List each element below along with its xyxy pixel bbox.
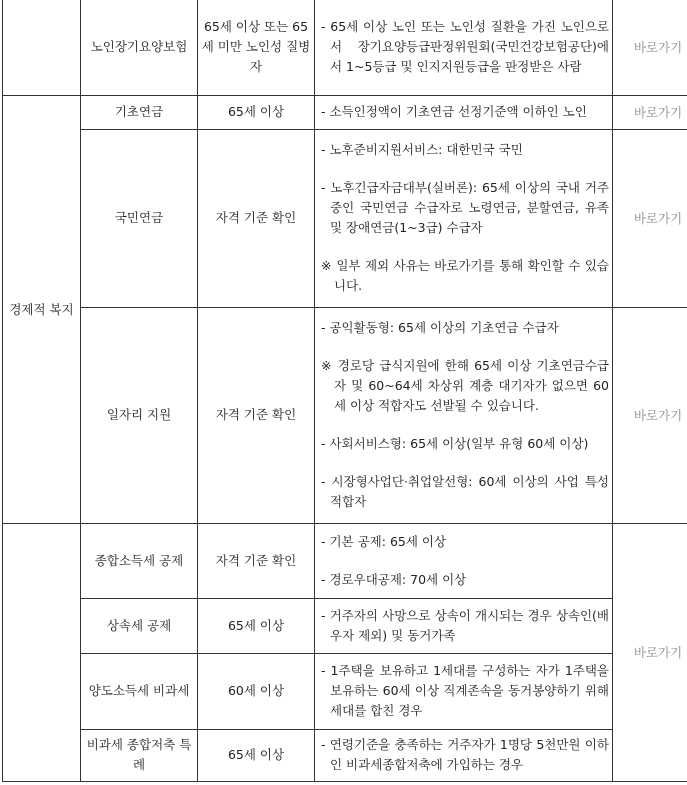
eligibility-age: 65세 이상 bbox=[198, 598, 315, 653]
benefit-description bbox=[315, 729, 613, 781]
benefit-name: 종합소득세 공제 bbox=[81, 523, 198, 598]
benefit-name: 비과세 종합저축 특례 bbox=[81, 729, 198, 781]
benefit-description bbox=[315, 307, 613, 523]
benefit-description bbox=[315, 95, 613, 129]
link-cell bbox=[613, 0, 687, 95]
table-row bbox=[3, 653, 687, 729]
welfare-table bbox=[2, 0, 687, 782]
description-line: - 경로우대공제: 70세 이상 bbox=[321, 571, 467, 587]
table-row bbox=[3, 95, 687, 129]
table-row bbox=[3, 729, 687, 781]
eligibility-age: 자격 기준 확인 bbox=[198, 307, 315, 523]
description-note: ※ 경로당 급식지원에 한해 65세 이상 기초연금수급자 및 60~64세 차상위 계층 대기자가 없으면 60세 이상 적합자도 선발될 수 있습니다. bbox=[321, 358, 609, 413]
benefit-name: 노인장기요양보험 bbox=[81, 0, 198, 95]
benefit-description bbox=[315, 598, 613, 653]
link-cell bbox=[613, 523, 687, 781]
table-row bbox=[3, 307, 687, 523]
description-line: - 소득인정액이 기초연금 선정기준액 이하인 노인 bbox=[321, 104, 587, 119]
description-line: - 노후긴급자금대부(실버론): 65세 이상의 국내 거주 중인 국민연금 수급자로 노령연금, 분할연금, 유족 및 장애연금(1~3급) 수급자 bbox=[321, 180, 609, 235]
link-cell bbox=[613, 95, 687, 129]
description-line: - 사회서비스형: 65세 이상(일부 유형 60세 이상) bbox=[321, 436, 589, 451]
benefit-description bbox=[315, 653, 613, 729]
shortcut-link[interactable]: 바로가기 bbox=[633, 645, 683, 660]
description-line: - 공익활동형: 65세 이상의 기초연금 수급자 bbox=[321, 320, 559, 335]
table-row bbox=[3, 598, 687, 653]
shortcut-link[interactable]: 바로가기 bbox=[633, 211, 683, 226]
eligibility-age: 65세 이상 bbox=[198, 95, 315, 129]
benefit-description bbox=[315, 129, 613, 307]
category-empty-cell bbox=[3, 0, 81, 95]
description-line: - 연령기준을 충족하는 거주자가 1명당 5천만원 이하인 비과세종합저축에 가입하는 경우 bbox=[321, 737, 609, 772]
eligibility-age: 65세 이상 또는 65세 미만 노인성 질병자 bbox=[198, 0, 315, 95]
eligibility-age: 65세 이상 bbox=[198, 729, 315, 781]
shortcut-link[interactable]: 바로가기 bbox=[633, 105, 683, 120]
description-line: - 기본 공제: 65세 이상 bbox=[321, 533, 447, 549]
description-line: - 거주자의 사망으로 상속이 개시되는 경우 상속인(배우자 제외) 및 동거가족 bbox=[321, 607, 609, 643]
benefit-name: 양도소득세 비과세 bbox=[81, 653, 198, 729]
benefit-name: 일자리 지원 bbox=[81, 307, 198, 523]
benefit-name: 국민연금 bbox=[81, 129, 198, 307]
description-note: ※ 일부 제외 사유는 바로가기를 통해 확인할 수 있습니다. bbox=[321, 258, 609, 293]
shortcut-link[interactable]: 바로가기 bbox=[633, 40, 683, 56]
category-cell: 경제적 복지 bbox=[3, 95, 81, 523]
table-row bbox=[3, 523, 687, 598]
description-line: - 65세 이상 노인 또는 노인성 질환을 가진 노인으로서 장기요양등급판정위원회(국민건강보험공단)에서 1~5등급 및 인지지원등급을 판정받은 사람 bbox=[321, 19, 609, 75]
description-line: - 노후준비지원서비스: 대한민국 국민 bbox=[321, 142, 523, 157]
shortcut-link[interactable]: 바로가기 bbox=[633, 408, 683, 423]
link-cell bbox=[613, 129, 687, 307]
description-line: - 시장형사업단·취업알선형: 60세 이상의 사업 특성 적합자 bbox=[321, 474, 609, 509]
table-row bbox=[3, 0, 687, 95]
benefit-description bbox=[315, 0, 613, 95]
benefit-description bbox=[315, 523, 613, 598]
eligibility-age: 자격 기준 확인 bbox=[198, 129, 315, 307]
benefit-name: 기초연금 bbox=[81, 95, 198, 129]
benefit-name: 상속세 공제 bbox=[81, 598, 198, 653]
eligibility-age: 자격 기준 확인 bbox=[198, 523, 315, 598]
link-cell bbox=[613, 307, 687, 523]
category-empty-cell bbox=[3, 523, 81, 781]
eligibility-age: 60세 이상 bbox=[198, 653, 315, 729]
description-line: - 1주택을 보유하고 1세대를 구성하는 자가 1주택을 보유하는 60세 이상 직계존속을 동거봉양하기 위해 세대를 합친 경우 bbox=[321, 663, 609, 718]
table-row bbox=[3, 129, 687, 307]
